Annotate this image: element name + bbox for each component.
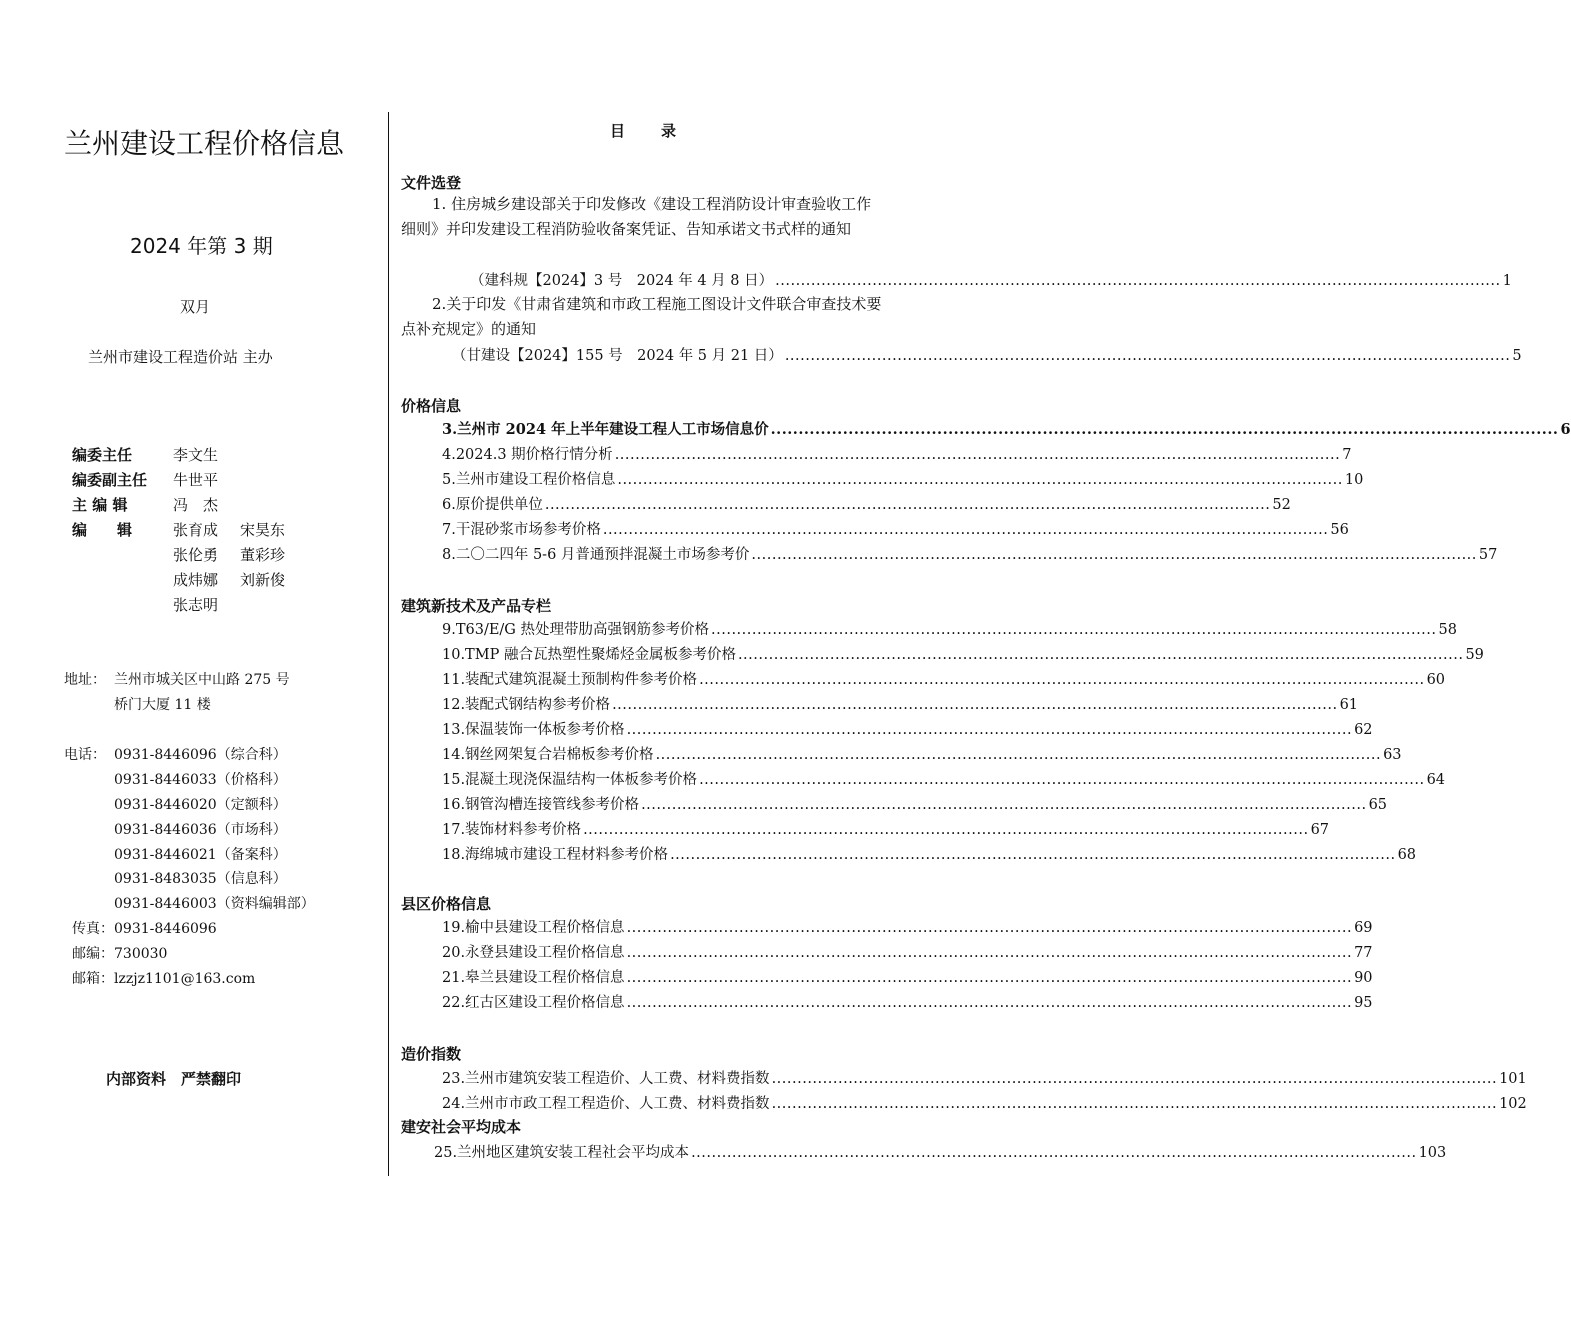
toc-leader-dots: .............................................................................................................................................. <box>583 822 1309 838</box>
toc-section-heading: 文件选登 <box>401 174 462 192</box>
toc-page-number: 65 <box>1368 797 1388 813</box>
publication-frequency: 双月 <box>180 298 211 316</box>
toc-item[interactable] <box>442 493 1291 515</box>
toc-title: 目 录 <box>610 122 679 140</box>
toc-leader-dots: .............................................................................................................................................. <box>775 273 1501 289</box>
toc-page-number: 64 <box>1426 772 1446 788</box>
phone-number: 0931-8446003（资料编辑部） <box>114 896 315 912</box>
phone-number: 0931-8446020（定额科） <box>114 797 287 813</box>
editor-name: 宋昊东 <box>240 521 286 539</box>
toc-item[interactable] <box>442 518 1349 540</box>
toc-page-number: 68 <box>1397 847 1417 863</box>
toc-document-reference <box>470 269 1512 291</box>
toc-leader-dots: .............................................................................................................................................. <box>617 472 1343 488</box>
toc-page-number: 7 <box>1342 447 1352 463</box>
toc-document-reference <box>452 344 1522 366</box>
toc-leader-dots: .............................................................................................................................................. <box>602 522 1329 538</box>
chief-editor-name: 冯 杰 <box>173 496 219 514</box>
toc-item[interactable] <box>442 418 1571 440</box>
phone-number: 0931-8446036（市场科） <box>114 822 287 838</box>
toc-item[interactable] <box>442 668 1446 690</box>
toc-section-heading: 县区价格信息 <box>401 895 492 913</box>
editorial-director-role: 编委主任 <box>72 446 133 464</box>
toc-page-number: 59 <box>1465 647 1484 663</box>
toc-leader-dots: .............................................................................................................................................. <box>784 348 1511 364</box>
toc-page-number: 95 <box>1354 995 1373 1011</box>
toc-page-number: 1 <box>1502 273 1512 289</box>
email: 邮箱：lzzjz1101@163.com <box>72 971 256 987</box>
toc-item-label: 22.红古区建设工程价格信息 <box>442 995 625 1011</box>
toc-item-label: 9.T63/E/G 热处理带肋高强钢筋参考价格 <box>442 622 710 638</box>
toc-item[interactable] <box>442 818 1330 840</box>
toc-page-number: 101 <box>1499 1071 1527 1087</box>
toc-page-number: 67 <box>1310 822 1330 838</box>
toc-item-label: 18.海绵城市建设工程材料参考价格 <box>442 847 669 863</box>
editors-role: 编 辑 <box>72 521 133 539</box>
toc-item-label: 6.原价提供单位 <box>442 497 543 513</box>
toc-item-label: 12.装配式钢结构参考价格 <box>442 697 611 713</box>
toc-page-number: 5 <box>1512 348 1522 364</box>
toc-item-label: 21.皋兰县建设工程价格信息 <box>442 970 625 986</box>
toc-page-number: 57 <box>1478 547 1498 563</box>
toc-item-label: 5.兰州市建设工程价格信息 <box>442 472 616 488</box>
toc-leader-dots: .............................................................................................................................................. <box>626 945 1353 961</box>
toc-section-heading: 价格信息 <box>401 397 462 415</box>
issue-number: 2024 年第 3 期 <box>130 234 273 258</box>
toc-item-label: 14.钢丝网架复合岩棉板参考价格 <box>442 747 654 763</box>
phone-label: 电话： <box>64 747 106 763</box>
sponsor: 兰州市建设工程造价站 主办 <box>88 348 273 366</box>
toc-section-heading: 建筑新技术及产品专栏 <box>401 597 552 615</box>
toc-leader-dots: .............................................................................................................................................. <box>655 747 1382 763</box>
toc-item[interactable] <box>442 543 1498 565</box>
fax: 传真：0931-8446096 <box>72 921 217 937</box>
toc-leader-dots: .............................................................................................................................................. <box>699 772 1425 788</box>
toc-leader-dots: .............................................................................................................................................. <box>626 995 1353 1011</box>
toc-leader-dots: .............................................................................................................................................. <box>544 497 1271 513</box>
toc-leader-dots: .............................................................................................................................................. <box>771 1071 1498 1087</box>
toc-item[interactable] <box>442 618 1457 640</box>
toc-section-heading: 造价指数 <box>401 1045 462 1063</box>
toc-page-number: 60 <box>1426 672 1446 688</box>
toc-leader-dots: .............................................................................................................................................. <box>670 847 1396 863</box>
toc-item[interactable] <box>442 768 1446 790</box>
editorial-deputy-name: 牛世平 <box>173 471 219 489</box>
toc-leader-dots: .............................................................................................................................................. <box>737 647 1464 663</box>
toc-page-number: 63 <box>1383 747 1402 763</box>
toc-item-label: 24.兰州市市政工程工程造价、人工费、材料费指数 <box>442 1096 770 1112</box>
phone-number: 0931-8446096（综合科） <box>114 747 287 763</box>
toc-leader-dots: .............................................................................................................................................. <box>770 421 1559 438</box>
address-label: 地址： <box>64 672 106 688</box>
address-line-1: 兰州市城关区中山路 275 号 <box>114 672 290 688</box>
chief-editor-role: 主 编 辑 <box>72 496 128 514</box>
toc-item-label: 10.TMP 融合瓦热塑性聚烯烃金属板参考价格 <box>442 647 736 663</box>
address-line-2: 桥门大厦 11 楼 <box>114 697 211 713</box>
toc-item[interactable] <box>442 991 1373 1013</box>
toc-page-number: 62 <box>1354 722 1373 738</box>
toc-page-number: 69 <box>1354 920 1373 936</box>
toc-item[interactable] <box>434 1141 1447 1163</box>
toc-page-number: 102 <box>1499 1096 1527 1112</box>
toc-item-label: 13.保温装饰一体板参考价格 <box>442 722 625 738</box>
toc-reference-text: （甘建设【2024】155 号 2024 年 5 月 21 日） <box>452 348 783 364</box>
column-divider <box>388 112 389 1176</box>
toc-item-label: 16.钢管沟槽连接管线参考价格 <box>442 797 640 813</box>
toc-item-label: 19.榆中县建设工程价格信息 <box>442 920 625 936</box>
toc-item-label: 25.兰州地区建筑安装工程社会平均成本 <box>434 1145 690 1161</box>
editor-name: 董彩珍 <box>240 546 286 564</box>
toc-leader-dots: .............................................................................................................................................. <box>691 1145 1417 1161</box>
toc-reference-text: （建科规【2024】3 号 2024 年 4 月 8 日） <box>470 273 774 289</box>
toc-item[interactable] <box>442 718 1373 740</box>
toc-item[interactable] <box>442 916 1373 938</box>
toc-document-title: 1. 住房城乡建设部关于印发修改《建设工程消防设计审查验收工作细则》并印发建设工程消防验收备案凭证、告知承诺文书式样的通知 <box>401 195 872 238</box>
toc-page-number: 10 <box>1344 472 1364 488</box>
toc-item[interactable] <box>442 941 1373 963</box>
toc-page-number: 77 <box>1354 945 1373 961</box>
toc-page-number: 58 <box>1438 622 1457 638</box>
toc-leader-dots: .............................................................................................................................................. <box>626 970 1353 986</box>
toc-leader-dots: .............................................................................................................................................. <box>641 797 1367 813</box>
toc-item[interactable] <box>442 443 1352 465</box>
phone-number: 0931-8446021（备案科） <box>114 847 287 863</box>
phone-number: 0931-8446033（价格科） <box>114 772 287 788</box>
editor-name: 张育成 <box>173 521 219 539</box>
toc-item-label: 23.兰州市建筑安装工程造价、人工费、材料费指数 <box>442 1071 770 1087</box>
toc-item-label: 8.二〇二四年 5-6 月普通预拌混凝土市场参考价 <box>442 547 750 563</box>
toc-page-number: 56 <box>1330 522 1349 538</box>
postcode: 邮编：730030 <box>72 946 168 962</box>
toc-page-number: 103 <box>1418 1145 1447 1161</box>
editorial-director-name: 李文生 <box>173 446 219 464</box>
editorial-deputy-role: 编委副主任 <box>72 471 148 489</box>
toc-item[interactable] <box>442 468 1364 490</box>
toc-item[interactable] <box>442 643 1484 665</box>
toc-page-number: 6 <box>1560 421 1571 438</box>
toc-leader-dots: .............................................................................................................................................. <box>771 1096 1498 1112</box>
toc-leader-dots: .............................................................................................................................................. <box>626 920 1353 936</box>
toc-item[interactable] <box>442 1092 1527 1114</box>
toc-document-title: 2.关于印发《甘肃省建筑和市政工程施工图设计文件联合审查技术要点补充规定》的通知 <box>401 295 882 338</box>
toc-page-number: 61 <box>1339 697 1359 713</box>
toc-page-number: 90 <box>1354 970 1373 986</box>
toc-leader-dots: .............................................................................................................................................. <box>699 672 1425 688</box>
toc-item[interactable] <box>442 966 1373 988</box>
toc-item-label: 7.干混砂浆市场参考价格 <box>442 522 601 538</box>
toc-item-label: 11.装配式建筑混凝土预制构件参考价格 <box>442 672 698 688</box>
toc-item[interactable] <box>442 743 1402 765</box>
toc-leader-dots: .............................................................................................................................................. <box>612 697 1338 713</box>
phone-number: 0931-8483035（信息科） <box>114 871 287 887</box>
toc-page-number: 52 <box>1272 497 1291 513</box>
toc-leader-dots: .............................................................................................................................................. <box>751 547 1477 563</box>
toc-item-label: 17.装饰材料参考价格 <box>442 822 582 838</box>
toc-item-label: 15.混凝土现浇保温结构一体板参考价格 <box>442 772 698 788</box>
toc-item-label: 20.永登县建设工程价格信息 <box>442 945 625 961</box>
toc-item-label: 3.兰州市 2024 年上半年建设工程人工市场信息价 <box>442 421 769 438</box>
editor-name: 成炜娜 <box>173 571 219 589</box>
toc-leader-dots: .............................................................................................................................................. <box>626 722 1353 738</box>
publication-title: 兰州建设工程价格信息 <box>64 127 345 160</box>
toc-item[interactable] <box>442 793 1388 815</box>
toc-item[interactable] <box>442 843 1417 865</box>
toc-leader-dots: .............................................................................................................................................. <box>711 622 1437 638</box>
toc-item-label: 4.2024.3 期价格行情分析 <box>442 447 613 463</box>
editor-name: 张志明 <box>173 596 219 614</box>
internal-notice: 内部资料 严禁翻印 <box>106 1070 242 1088</box>
toc-item[interactable] <box>442 1067 1527 1089</box>
toc-leader-dots: .............................................................................................................................................. <box>614 447 1341 463</box>
toc-item[interactable] <box>442 693 1359 715</box>
editor-name: 张伦勇 <box>173 546 219 564</box>
toc-section-heading: 建安社会平均成本 <box>401 1118 522 1136</box>
editor-name: 刘新俊 <box>240 571 286 589</box>
